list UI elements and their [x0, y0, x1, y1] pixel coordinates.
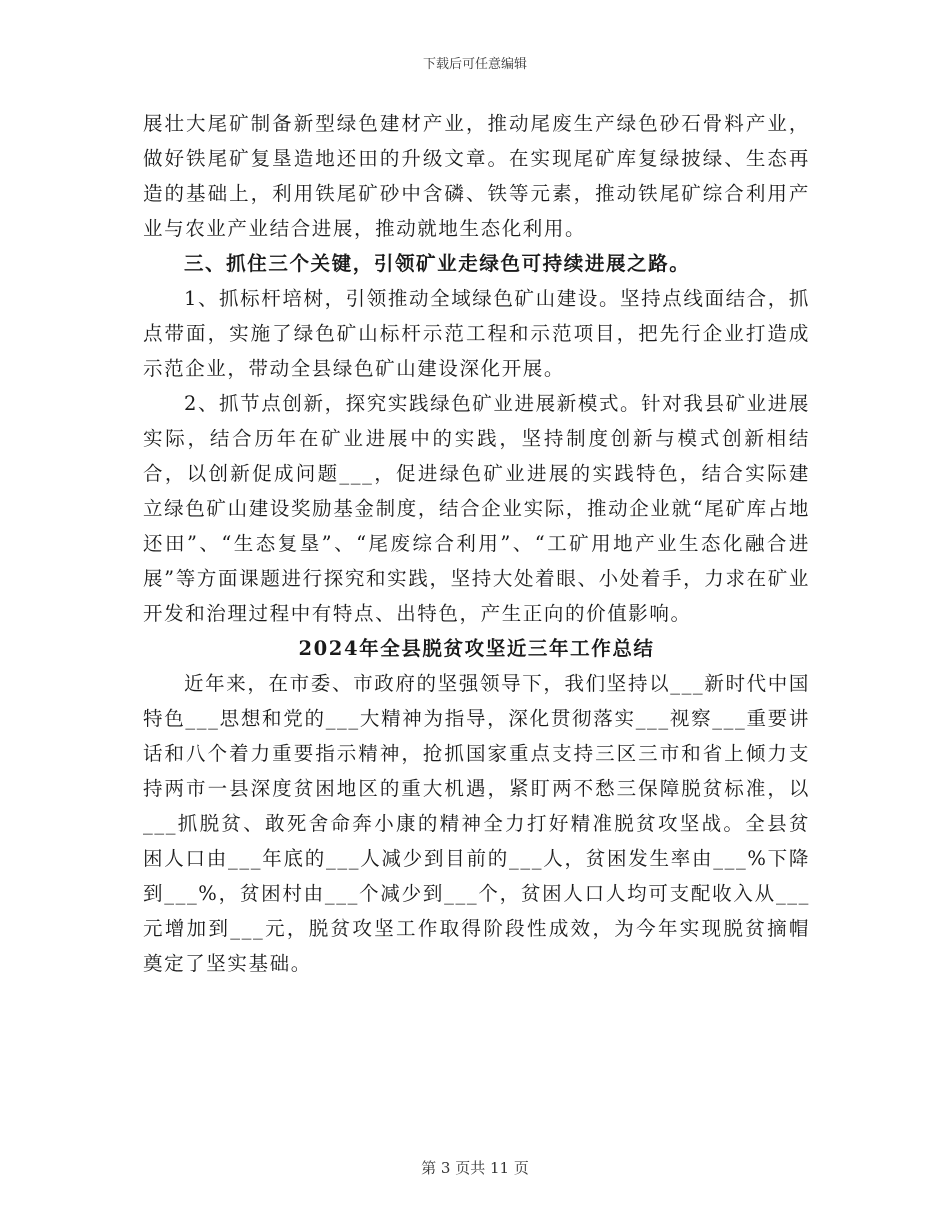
page-footer: 第 3 页共 11 页 [421, 1159, 529, 1177]
section-heading: 三、抓住三个关键，引领矿业走绿色可持续进展之路。 [183, 252, 691, 275]
document-body [143, 106, 810, 981]
document-title: 2024年全县脱贫攻坚近三年工作总结 [298, 637, 655, 660]
page-header: 下载后可任意编辑 [422, 57, 527, 72]
paragraph-item-2: 2、抓节点创新，探究实践绿色矿业进展新模式。针对我县矿业进展实际，结合历年在矿业进展中的实践，坚持制度创新与模式创新相结合，以创新促成问题___，促进绿色矿业进展的实践特色，结合实际建立绿色矿山建设奖励基金制度，结合企业实际，推动企业就“尾矿库占地还田”、“生态复垦”、“尾废综合利用”、“工矿用地产业生态化融合进展”等方面课题进行探究和实践，坚持大处着眼、小处着手，力求在矿业开发和治理过程中有特点、出特色，产生正向的价值影响。 [143, 392, 810, 625]
paragraph-item-1: 1、抓标杆培树，引领推动全域绿色矿山建设。坚持点线面结合，抓点带面，实施了绿色矿山标杆示范工程和示范项目，把先行企业打造成示范企业，带动全县绿色矿山建设深化开展。 [143, 287, 810, 380]
paragraph-intro: 近年来，在市委、市政府的坚强领导下，我们坚持以___新时代中国特色___思想和党的___大精神为指导，深化贯彻落实___视察___重要讲话和八个着力重要指示精神，抢抓国家重点支持三区三市和省上倾力支持两市一县深度贫困地区的重大机遇，紧盯两不愁三保障脱贫标准，以___抓脱贫、敢死舍命奔小康的精神全力打好精准脱贫攻坚战。全县贫困人口由___年底的___人减少到目前的___人，贫困发生率由___%下降到___%，贫困村由___个减少到___个，贫困人口人均可支配收入从___元增加到___元，脱贫攻坚工作取得阶段性成效，为今年实现脱贫摘帽奠定了坚实基础。 [143, 672, 810, 975]
paragraph-continuation: 展壮大尾矿制备新型绿色建材产业，推动尾废生产绿色砂石骨料产业，做好铁尾矿复垦造地还田的升级文章。在实现尾矿库复绿披绿、生态再造的基础上，利用铁尾矿砂中含磷、铁等元素，推动铁尾矿综合利用产业与农业产业结合进展，推动就地生态化利用。 [143, 112, 810, 240]
